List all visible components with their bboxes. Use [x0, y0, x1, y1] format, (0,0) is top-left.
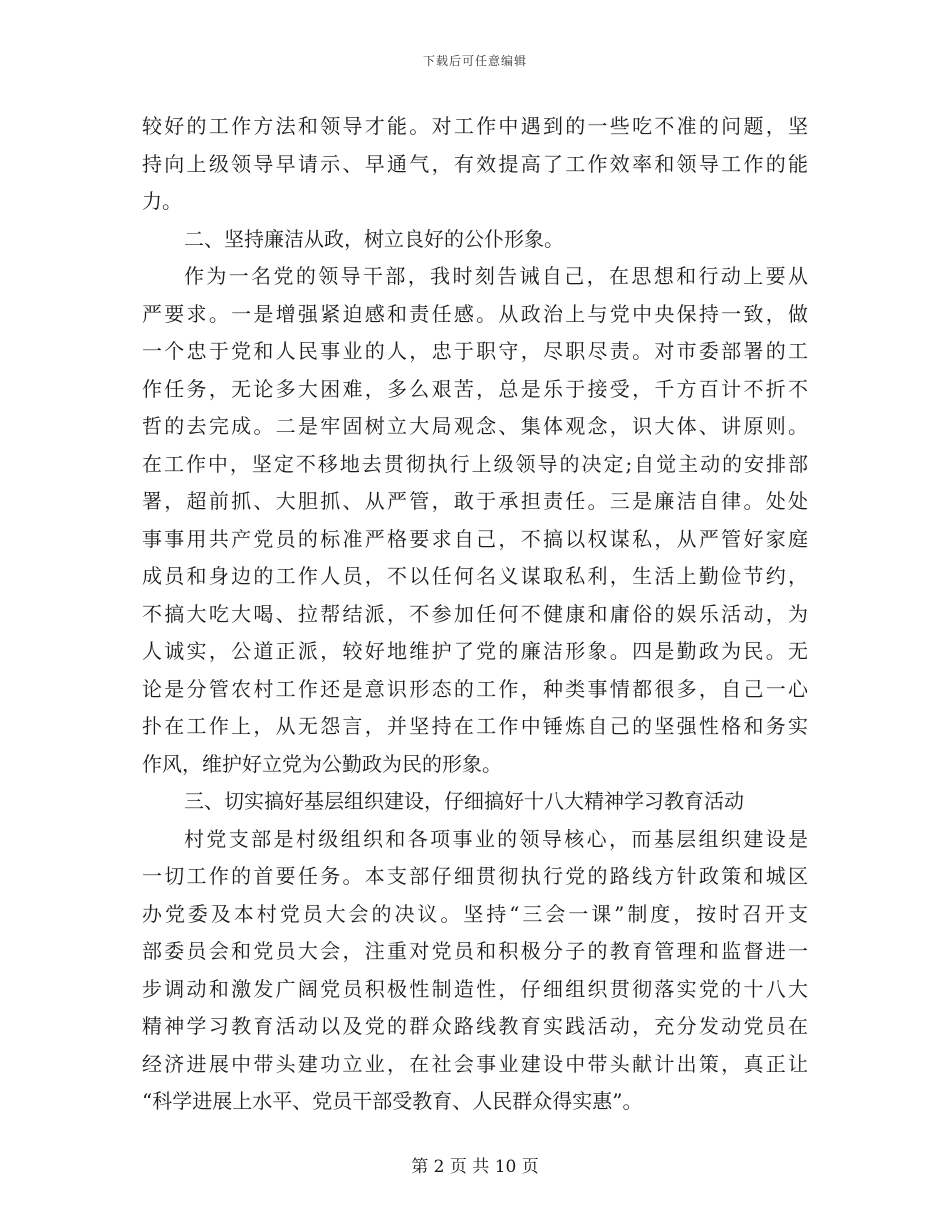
paragraph-line: 一个忠于党和人民事业的人，忠于职守，尽职尽责。对市委部署的工 [142, 339, 808, 363]
paragraph-line: 哲的去完成。二是牢固树立大局观念、集体观念，识大体、讲原则。 [142, 414, 808, 438]
paragraph-line: 村党支部是村级组织和各项事业的领导核心，而基层组织建设是 [184, 826, 808, 851]
page-number: 第 2 页 共 10 页 [411, 1157, 539, 1177]
paragraph-line: 人诚实，公道正派，较好地维护了党的廉洁形象。四是勤政为民。无 [142, 639, 808, 663]
paragraph-line: 成员和身边的工作人员，不以任何名义谋取私利，生活上勤俭节约， [142, 564, 808, 588]
paragraph-line: 步调动和激发广阔党员积极性制造性，仔细组织贯彻落实党的十八大 [142, 976, 808, 1001]
paragraph-line: 经济进展中带头建功立业，在社会事业建设中带头献计出策，真正让 [142, 1051, 808, 1076]
paragraph-line: 一切工作的首要任务。本支部仔细贯彻执行党的路线方针政策和城区 [142, 864, 808, 888]
section-heading: 二、坚持廉洁从政，树立良好的公仆形象。 [184, 226, 564, 251]
body-text [142, 108, 808, 1121]
section-heading: 三、切实搞好基层组织建设，仔细搞好十八大精神学习教育活动 [184, 789, 744, 813]
paragraph-line: 事事用共产党员的标准严格要求自己，不搞以权谋私，从严管好家庭 [142, 526, 808, 551]
paragraph-line: 精神学习教育活动以及党的群众路线教育实践活动，充分发动党员在 [142, 1014, 808, 1038]
paragraph-line: 署，超前抓、大胆抓、从严管，敢于承担责任。三是廉洁自律。处处 [142, 489, 808, 513]
paragraph-line: 作风，维护好立党为公勤政为民的形象。 [142, 751, 502, 776]
paragraph-line: 部委员会和党员大会，注重对党员和积极分子的教育管理和监督进一 [142, 939, 808, 963]
paragraph-line: 不搞大吃大喝、拉帮结派，不参加任何不健康和庸俗的娱乐活动，为 [142, 601, 808, 626]
paragraph-line: 力。 [142, 189, 182, 213]
paragraph-line: 作任务，无论多大困难，多么艰苦，总是乐于接受，千方百计不折不 [142, 376, 808, 401]
paragraph-line: 在工作中，坚定不移地去贯彻执行上级领导的决定;自觉主动的安排部 [142, 451, 808, 476]
paragraph-line: 持向上级领导早请示、早通气，有效提高了工作效率和领导工作的能 [142, 151, 808, 176]
paragraph-line: 较好的工作方法和领导才能。对工作中遇到的一些吃不准的问题，坚 [142, 114, 808, 138]
paragraph-line: 严要求。一是增强紧迫感和责任感。从政治上与党中央保持一致，做 [142, 301, 808, 326]
paragraph-line: “科学进展上水平、党员干部受教育、人民群众得实惠”。 [142, 1089, 643, 1113]
paragraph-line: 办党委及本村党员大会的决议。坚持“三会一课”制度，按时召开支 [142, 901, 808, 926]
header-note: 下载后可任意编辑 [422, 54, 527, 68]
paragraph-line: 扑在工作上，从无怨言，并坚持在工作中锤炼自己的坚强性格和务实 [142, 714, 808, 738]
paragraph-line: 作为一名党的领导干部，我时刻告诫自己，在思想和行动上要从 [184, 264, 808, 288]
paragraph-line: 论是分管农村工作还是意识形态的工作，种类事情都很多，自己一心 [142, 676, 808, 701]
